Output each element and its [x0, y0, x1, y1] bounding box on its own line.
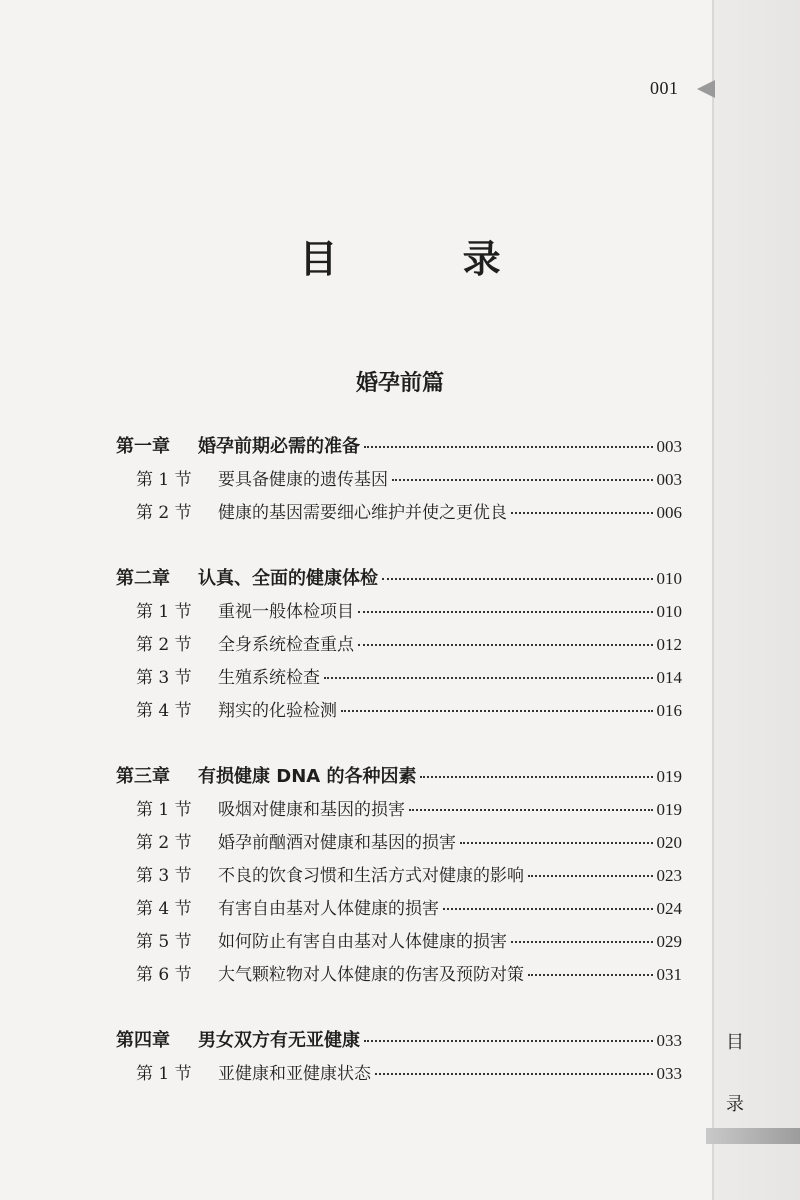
entry-page: 023 [656, 866, 682, 885]
entry-text: 有害自由基对人体健康的损害 [218, 899, 439, 919]
dot-leader [511, 512, 653, 514]
toc-entry-section[interactable] [116, 795, 682, 821]
dot-leader [409, 809, 653, 811]
entry-label: 第一章 [116, 436, 170, 457]
dot-leader [341, 710, 653, 712]
entry-page: 010 [656, 602, 682, 621]
toc-entry-section[interactable] [116, 597, 682, 623]
side-tab-char: 目 [726, 1032, 744, 1053]
entry-page: 033 [656, 1064, 682, 1083]
entry-page: 003 [656, 470, 682, 489]
entry-label: 第 4 节 [136, 701, 192, 721]
dot-leader [420, 776, 652, 778]
entry-label: 第四章 [116, 1030, 170, 1051]
entry-text: 婚孕前期必需的准备 [198, 436, 360, 457]
toc-entry-section[interactable] [116, 960, 682, 986]
page-edge [712, 0, 714, 1200]
dot-leader [460, 842, 653, 844]
dot-leader [511, 941, 653, 943]
toc-entry-section[interactable] [116, 630, 682, 656]
entry-page: 024 [656, 899, 682, 918]
entry-label: 第二章 [116, 568, 170, 589]
entry-text: 如何防止有害自由基对人体健康的损害 [218, 932, 507, 952]
dot-leader [392, 479, 653, 481]
entry-page: 029 [656, 932, 682, 951]
page-marker-icon [697, 80, 715, 98]
entry-text: 不良的饮食习惯和生活方式对健康的影响 [218, 866, 524, 886]
entry-label: 第 1 节 [136, 470, 192, 490]
toc-entry-section[interactable] [116, 465, 682, 491]
side-tab-bar [706, 1128, 800, 1144]
entry-page: 019 [656, 767, 682, 786]
dot-leader [364, 1040, 653, 1042]
dot-leader [358, 611, 653, 613]
entry-text: 认真、全面的健康体检 [198, 568, 378, 589]
entry-label: 第 6 节 [136, 965, 192, 985]
entry-label: 第 2 节 [136, 503, 192, 523]
toc-entry-section[interactable] [116, 828, 682, 854]
entry-page: 012 [656, 635, 682, 654]
toc-entry-section[interactable] [116, 927, 682, 953]
entry-page: 016 [656, 701, 682, 720]
entry-page: 010 [656, 569, 682, 588]
entry-text: 要具备健康的遗传基因 [218, 470, 388, 490]
side-tab-char: 录 [726, 1094, 744, 1115]
dot-leader [528, 974, 653, 976]
entry-page: 020 [656, 833, 682, 852]
entry-text: 大气颗粒物对人体健康的伤害及预防对策 [218, 965, 524, 985]
entry-label: 第 2 节 [136, 833, 192, 853]
dot-leader [382, 578, 653, 580]
entry-text: 有损健康 DNA 的各种因素 [198, 766, 417, 787]
toc-entry-chapter[interactable] [116, 564, 682, 590]
toc-entry-section[interactable] [116, 1059, 682, 1085]
entry-label: 第 4 节 [136, 899, 192, 919]
facing-page-strip [714, 0, 800, 1200]
entry-text: 婚孕前酗酒对健康和基因的损害 [218, 833, 456, 853]
entry-page: 019 [656, 800, 682, 819]
entry-text: 男女双方有无亚健康 [198, 1030, 360, 1051]
dot-leader [358, 644, 653, 646]
entry-label: 第三章 [116, 766, 170, 787]
part-title: 婚孕前篇 [355, 371, 444, 396]
entry-page: 014 [656, 668, 682, 687]
entry-text: 健康的基因需要细心维护并使之更优良 [218, 503, 507, 523]
toc-entry-chapter[interactable] [116, 1026, 682, 1052]
dot-leader [528, 875, 653, 877]
toc-title: 目 录 [299, 237, 557, 281]
toc-entry-chapter[interactable] [116, 762, 682, 788]
entry-page: 031 [656, 965, 682, 984]
entry-label: 第 1 节 [136, 800, 192, 820]
entry-text: 全身系统检查重点 [218, 635, 354, 655]
page-number: 001 [650, 78, 679, 98]
entry-text: 吸烟对健康和基因的损害 [218, 800, 405, 820]
entry-label: 第 3 节 [136, 866, 192, 886]
entry-text: 亚健康和亚健康状态 [218, 1064, 371, 1084]
entry-text: 重视一般体检项目 [218, 602, 354, 622]
dot-leader [364, 446, 653, 448]
dot-leader [375, 1073, 653, 1075]
entry-label: 第 1 节 [136, 1064, 192, 1084]
toc-entry-section[interactable] [116, 861, 682, 887]
toc-entry-section[interactable] [116, 498, 682, 524]
entry-label: 第 2 节 [136, 635, 192, 655]
entry-label: 第 3 节 [136, 668, 192, 688]
toc-entry-section[interactable] [116, 894, 682, 920]
entry-page: 033 [656, 1031, 682, 1050]
entry-text: 翔实的化验检测 [218, 701, 337, 721]
entry-label: 第 5 节 [136, 932, 192, 952]
dot-leader [324, 677, 653, 679]
entry-page: 006 [656, 503, 682, 522]
dot-leader [443, 908, 653, 910]
entry-page: 003 [656, 437, 682, 456]
toc-entry-section[interactable] [116, 696, 682, 722]
entry-text: 生殖系统检查 [218, 668, 320, 688]
toc-entry-section[interactable] [116, 663, 682, 689]
entry-label: 第 1 节 [136, 602, 192, 622]
toc-entry-chapter[interactable] [116, 432, 682, 458]
